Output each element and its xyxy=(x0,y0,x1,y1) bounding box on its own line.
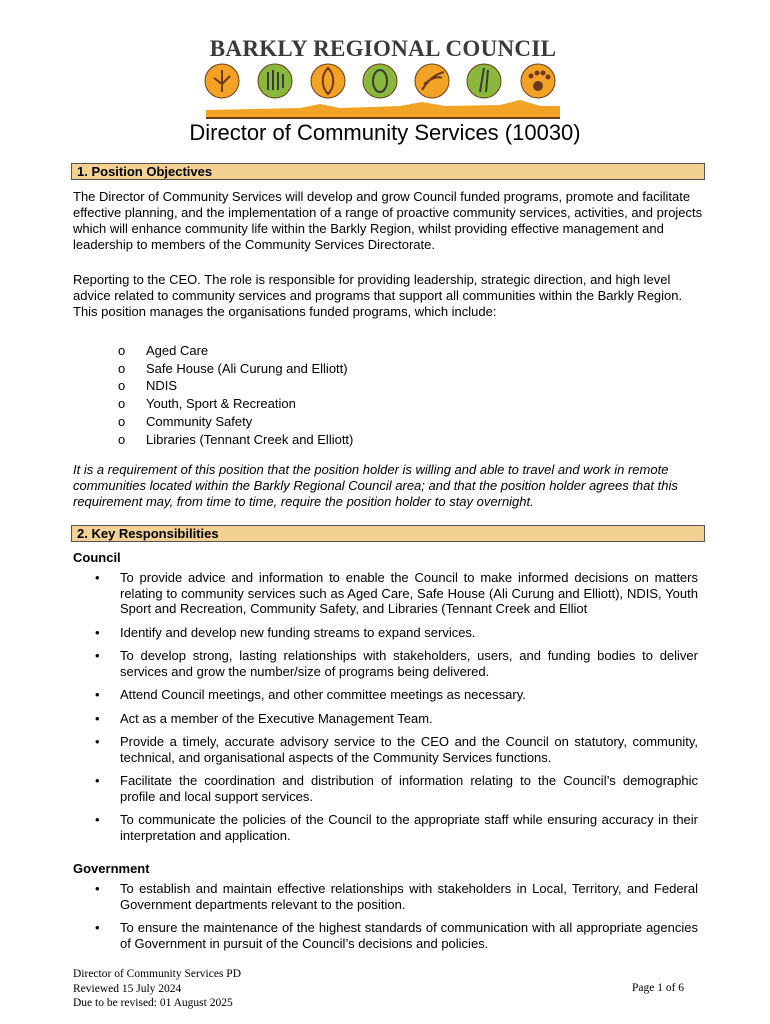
section-heading-position-objectives: 1. Position Objectives xyxy=(71,163,705,180)
list-item: • To establish and maintain effective relationships with stakeholders in Local, Territory, and Federal Government departments relevant to the position. xyxy=(95,881,698,912)
list-item: • Identify and develop new funding streams to expand services. xyxy=(95,624,476,640)
list-item: o Youth, Sport & Recreation xyxy=(118,396,296,412)
footer-doc-name: Director of Community Services PD xyxy=(73,968,242,980)
list-item: o Community Safety xyxy=(118,413,253,429)
programs-list xyxy=(118,342,353,448)
list-item: • Attend Council meetings, and other committee meetings as necessary. xyxy=(95,687,526,702)
logo-emblem xyxy=(200,62,566,124)
list-item: • To ensure the maintenance of the highest standards of communication with all appropriate agencies of Government in pursuit of the Council’s decisions and policies. xyxy=(95,920,698,951)
objectives-paragraph: The Director of Community Services will develop and grow Council funded programs, promote and facilitate effective planning, and the implementation of a range of proactive community services, activities, and projects which will enhance community life within the Barkly Region, whilst providing effective management and leadership to members of the Community Services Directorate. xyxy=(73,189,703,252)
list-item: • Facilitate the coordination and distribution of information relating to the Council’s demographic profile and local support services. xyxy=(95,773,698,804)
list-item: o Safe House (Ali Curung and Elliott) xyxy=(118,360,348,376)
travel-requirement-note: It is a requirement of this position that the position holder is willing and able to travel and work in remote communities located within the Barkly Regional Council area; and that the position holder agrees that this requirement may, from time to time, require the position holder to stay overnight. xyxy=(73,462,678,509)
list-item: o Libraries (Tennant Creek and Elliott) xyxy=(118,431,354,447)
council-subheading: Council xyxy=(73,550,121,565)
page-number: Page 1 of 6 xyxy=(632,982,685,994)
list-item: • To provide advice and information to enable the Council to make informed decisions on matters relating to community services such as Aged Care, Safe House (Ali Curung and Elliott), NDIS, Youth Sport and Recreation, Community Safety, and Libraries (Tennant Creek and Elliot xyxy=(95,570,698,616)
footer-document-info xyxy=(73,967,241,1011)
council-logo xyxy=(200,36,566,124)
footer-revision-date: Due to be revised: 01 August 2025 xyxy=(73,997,233,1009)
council-responsibilities-list xyxy=(94,570,698,843)
list-item: • Provide a timely, accurate advisory service to the CEO and the Council on statutory, community, technical, and organisational aspects of the Community Services functions. xyxy=(95,734,698,765)
reporting-paragraph: Reporting to the CEO. The role is responsible for providing leadership, strategic direction, and high level advice related to community services and programs that support all communities within the Barkly Region. This position manages the organisations funded programs, which include: xyxy=(73,272,683,319)
list-item: • To communicate the policies of the Council to the appropriate staff while ensuring accuracy in their interpretation and application. xyxy=(95,812,698,843)
list-item: • To develop strong, lasting relationships with stakeholders, users, and funding bodies to deliver services and grow the number/size of programs being delivered. xyxy=(95,648,698,679)
government-responsibilities-list xyxy=(94,881,698,959)
logo-text: BARKLY REGIONAL COUNCIL xyxy=(209,36,557,61)
list-item: o NDIS xyxy=(118,378,178,394)
footer-reviewed-date: Reviewed 15 July 2024 xyxy=(73,982,182,995)
section-heading-key-responsibilities: 2. Key Responsibilities xyxy=(71,525,705,542)
government-subheading: Government xyxy=(73,861,150,876)
list-item: o Aged Care xyxy=(118,343,209,358)
list-item: • Act as a member of the Executive Management Team. xyxy=(95,710,433,726)
page-title: Director of Community Services (10030) xyxy=(189,120,581,145)
